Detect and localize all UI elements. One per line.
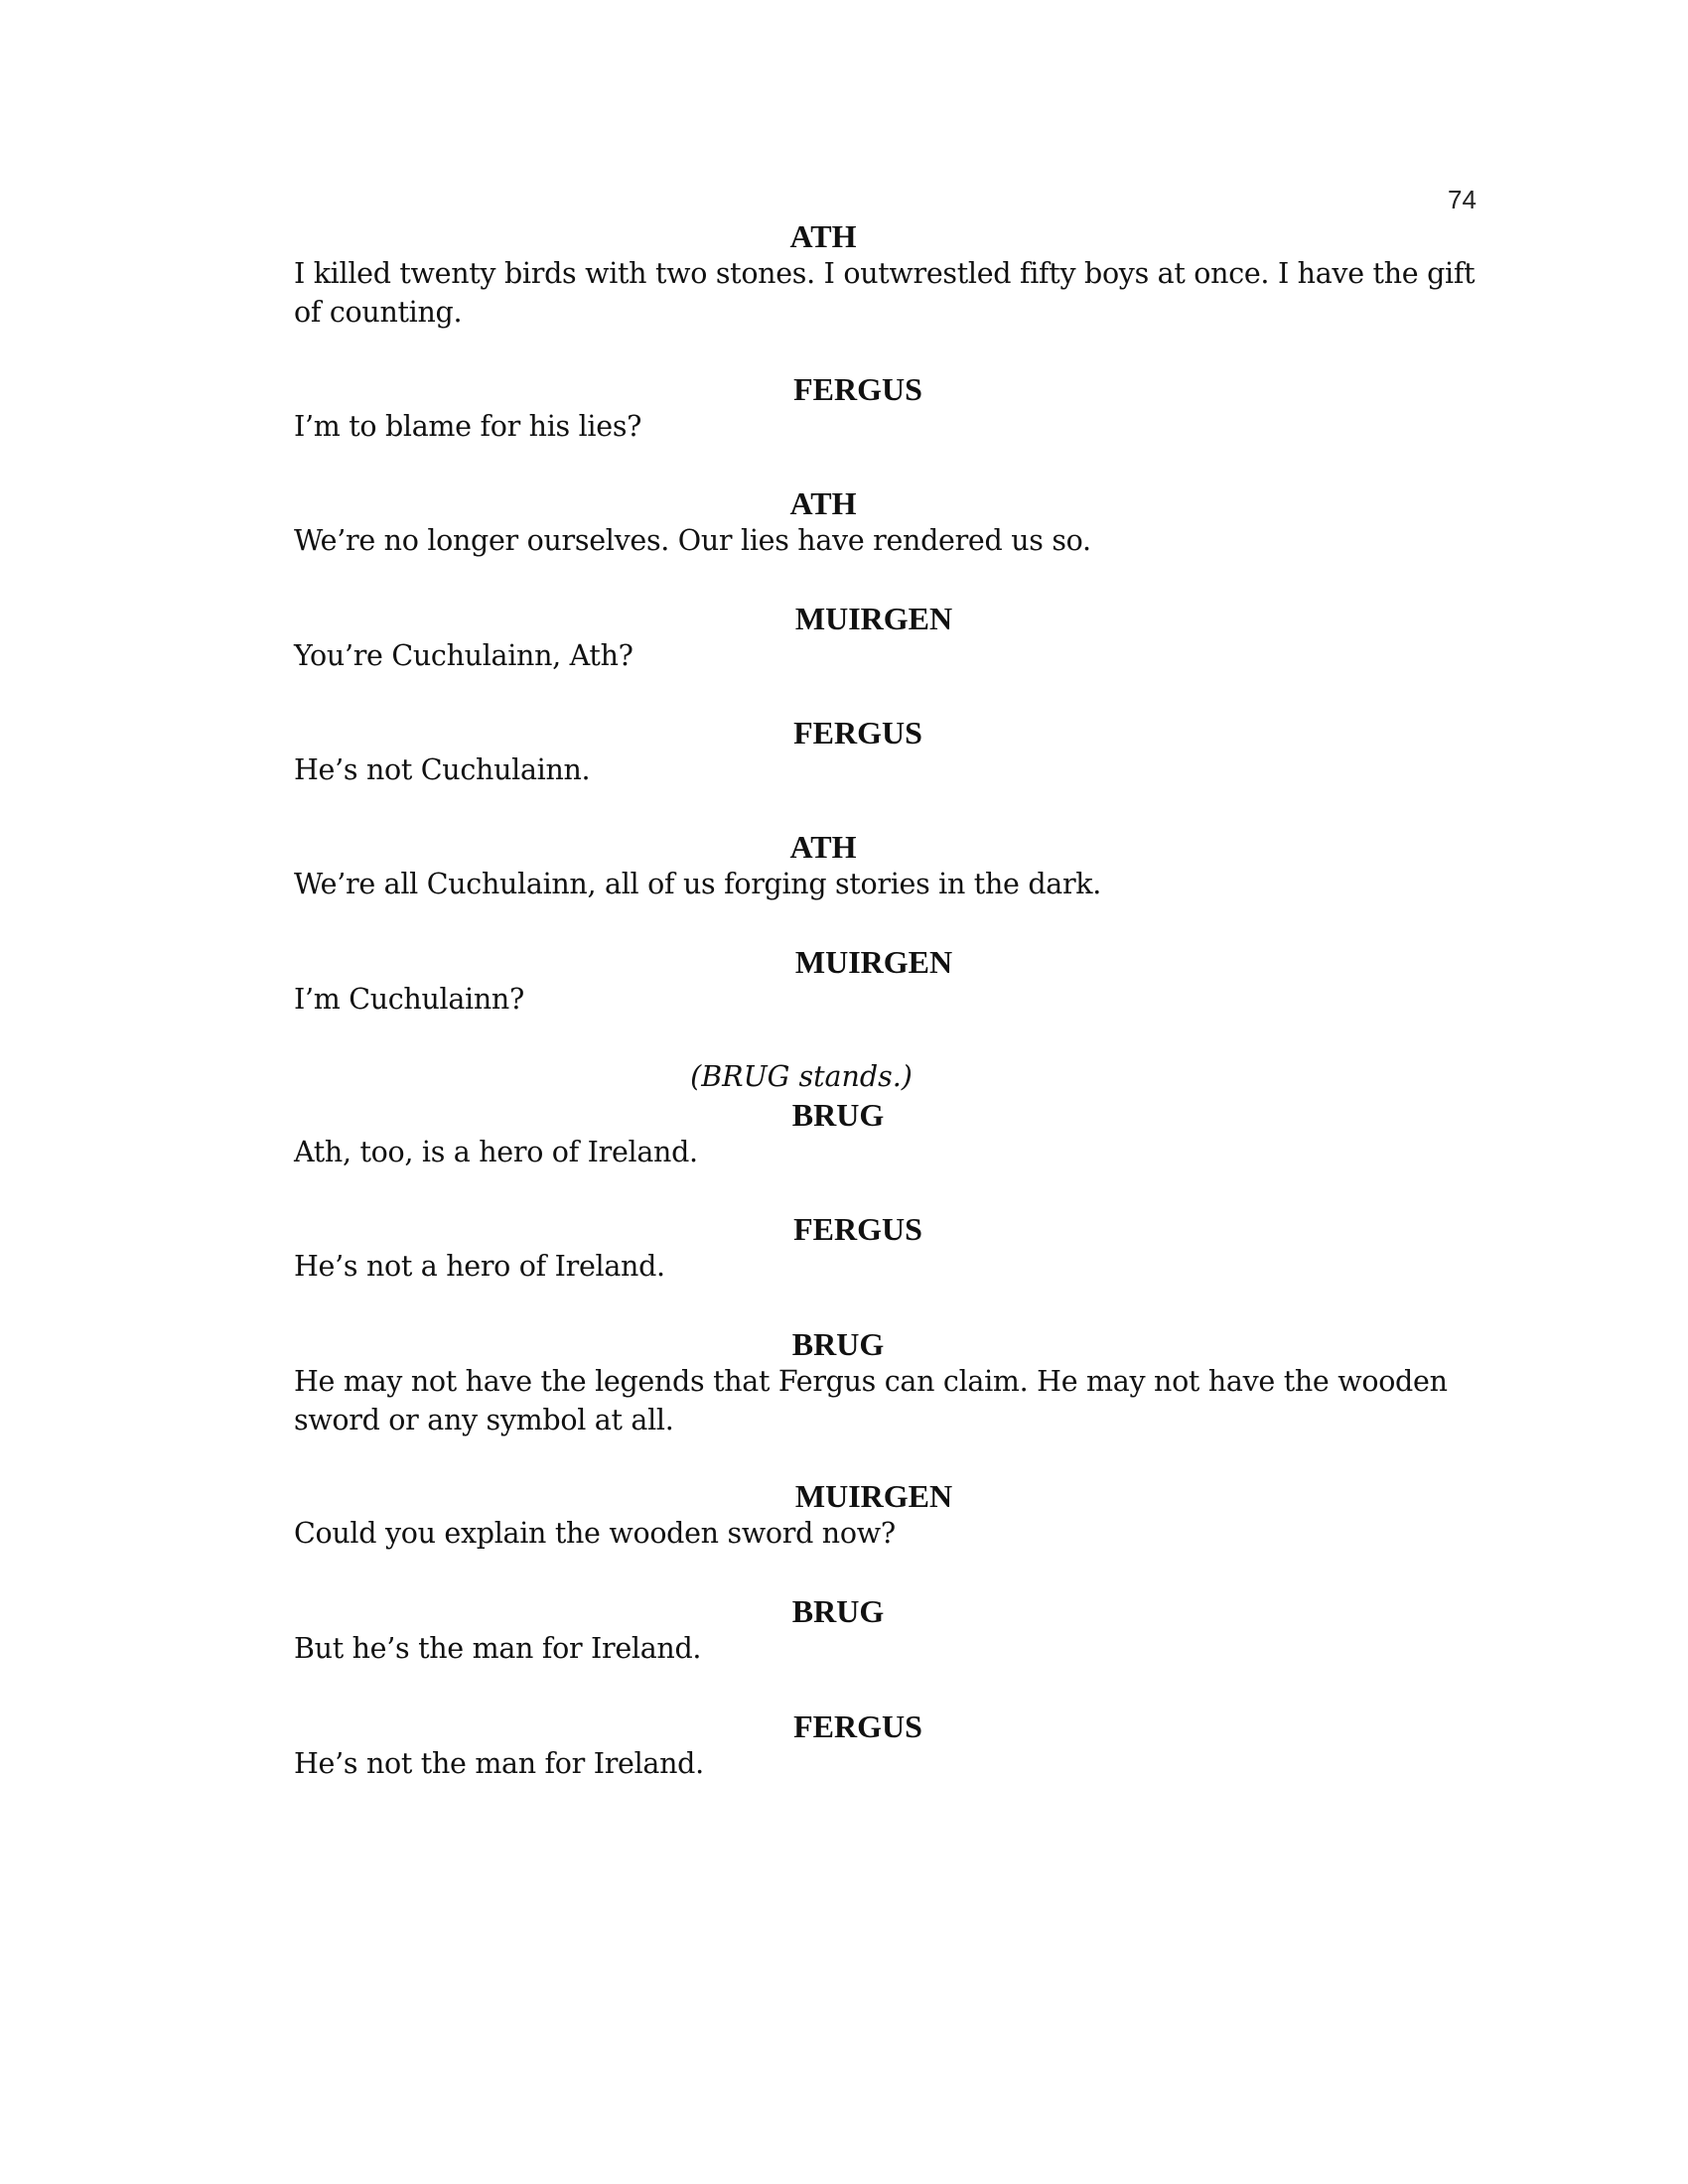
character-cue: ATH: [789, 485, 857, 521]
character-cue: MUIRGEN: [794, 944, 953, 980]
dialogue-line: I killed twenty birds with two stones. I outwrestled fifty boys at once. I have the gift of counting.: [294, 257, 1476, 329]
dialogue-line: I’m to blame for his lies?: [294, 410, 642, 443]
dialogue-line: He’s not the man for Ireland.: [294, 1747, 704, 1780]
dialogue-line: Could you explain the wooden sword now?: [294, 1517, 896, 1550]
character-cue: FERGUS: [793, 1211, 922, 1247]
character-cue: BRUG: [791, 1593, 885, 1629]
dialogue-line: You’re Cuchulainn, Ath?: [294, 639, 633, 672]
stage-direction: (BRUG stands.): [690, 1060, 913, 1093]
dialogue-line: But he’s the man for Ireland.: [294, 1632, 702, 1665]
character-cue: ATH: [789, 829, 857, 865]
dialogue-line: I’m Cuchulainn?: [294, 983, 524, 1016]
character-cue: BRUG: [791, 1097, 885, 1133]
character-cue: BRUG: [791, 1326, 885, 1362]
character-cue: FERGUS: [793, 1708, 922, 1744]
character-cue: MUIRGEN: [794, 601, 953, 636]
dialogue-line: He’s not Cuchulainn.: [294, 753, 591, 786]
character-cue: ATH: [789, 218, 857, 254]
dialogue-line: We’re no longer ourselves. Our lies have rendered us so.: [294, 524, 1091, 557]
dialogue-line: He’s not a hero of Ireland.: [294, 1250, 665, 1283]
character-cue: FERGUS: [793, 715, 922, 751]
dialogue-line: He may not have the legends that Fergus can claim. He may not have the wooden sword or any symbol at all.: [294, 1365, 1448, 1436]
page-number: 74: [1448, 185, 1477, 214]
character-cue: MUIRGEN: [794, 1478, 953, 1514]
dialogue-line: Ath, too, is a hero of Ireland.: [294, 1136, 698, 1168]
character-cue: FERGUS: [793, 371, 922, 407]
dialogue-line: We’re all Cuchulainn, all of us forging stories in the dark.: [294, 868, 1102, 900]
